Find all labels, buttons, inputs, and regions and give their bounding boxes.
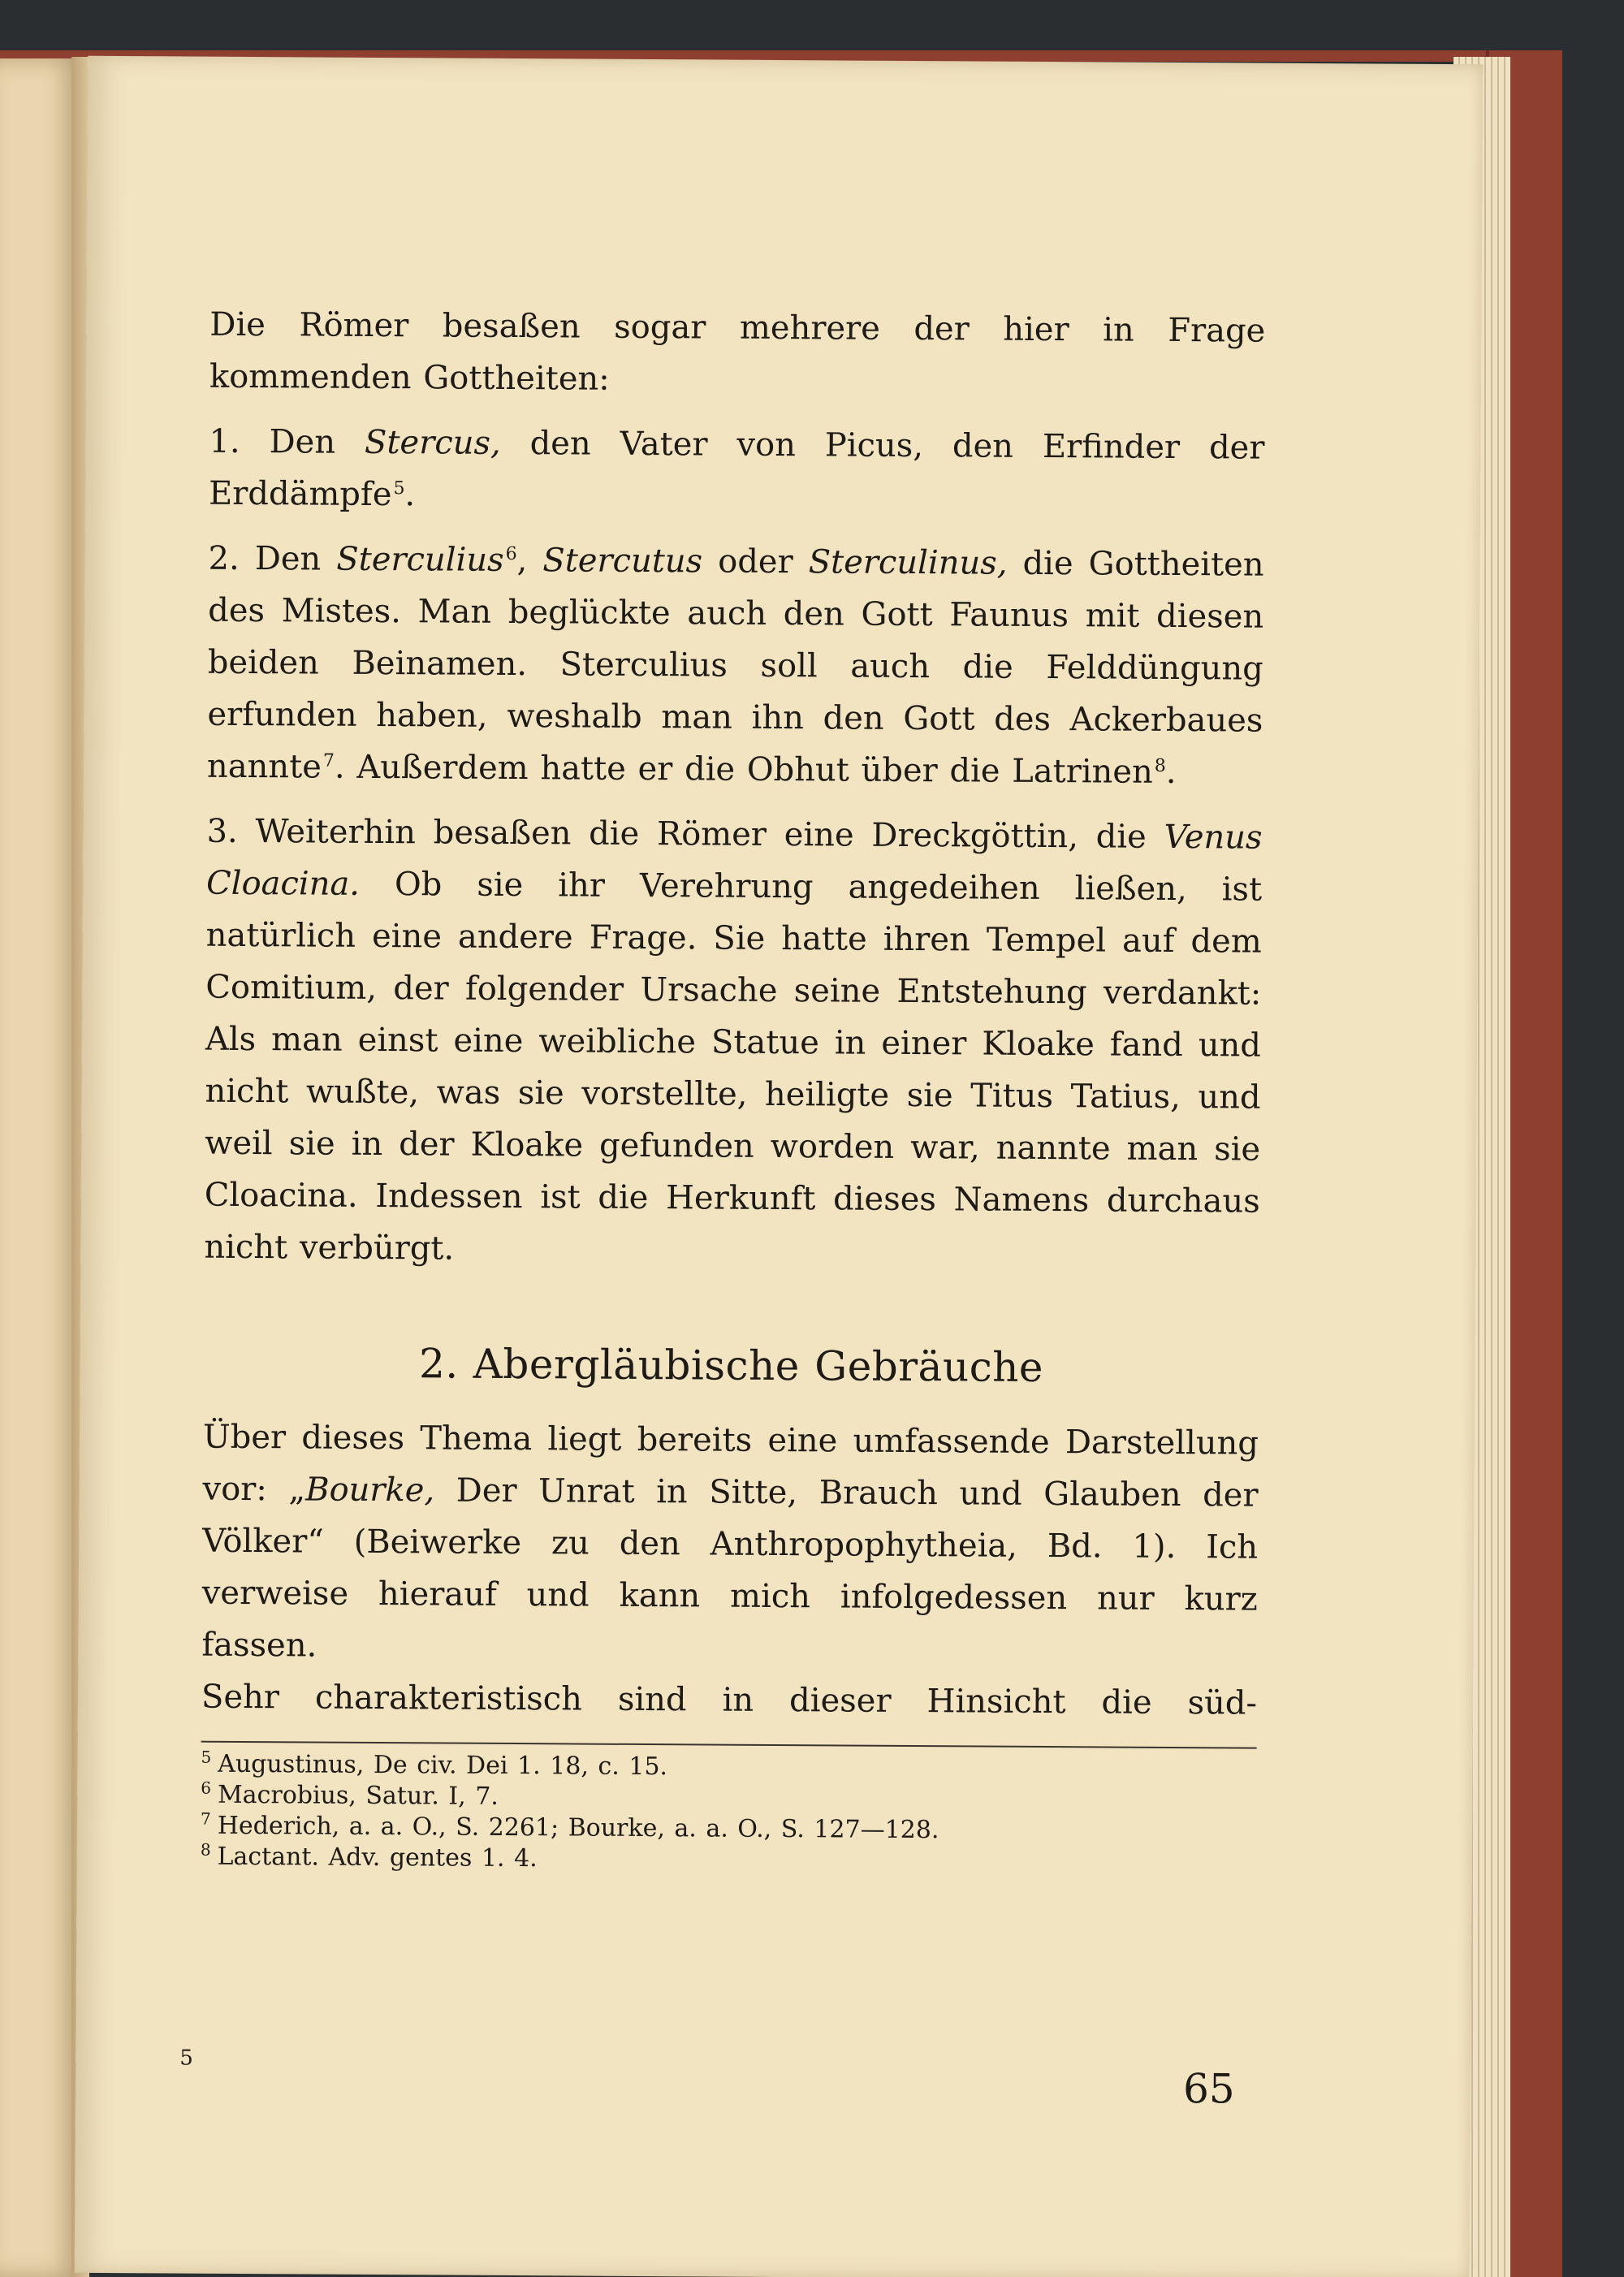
paragraph-item-1: [209, 416, 1265, 526]
item2-italic-3: Sterculinus,: [808, 543, 1008, 582]
footnote-8: [200, 1839, 1256, 1879]
footnote-text: Lactant. Adv. gentes 1. 4.: [217, 1842, 538, 1873]
footnote-ref-5: 5: [393, 477, 405, 499]
section-title: Abergläubische Gebräuche: [473, 1340, 1044, 1391]
item1-pre: 1. Den: [209, 422, 365, 461]
footnote-divider: [201, 1741, 1257, 1749]
item2-italic-1: Sterculius: [336, 540, 504, 579]
footnote-text: Augustinus, De civ. Dei 1. 18, c. 15.: [218, 1749, 668, 1782]
section-number: 2.: [418, 1340, 459, 1388]
paragraph-intro: [209, 299, 1266, 409]
item2-mid-2: oder: [702, 542, 809, 581]
item2-end: .: [1165, 753, 1177, 791]
footnote-number: 6: [201, 1778, 212, 1798]
paragraph-section-body: [201, 1411, 1259, 1678]
left-page-edge: [0, 58, 81, 2277]
footnote-number: 8: [200, 1839, 211, 1860]
footnote-ref-8: 8: [1154, 755, 1166, 776]
item2-italic-2: Stercutus: [542, 542, 703, 581]
intro-text: Die Römer besaßen sogar mehrere der hier in Frage kommenden Gottheiten:: [209, 305, 1266, 398]
signature-mark: 5: [179, 2046, 193, 2071]
item2-pre: 2. Den: [208, 539, 337, 578]
footnote-text: Hederich, a. a. O., S. 2261; Bourke, a. a. O., S. 127—128.: [217, 1811, 939, 1845]
footnote-number: 5: [201, 1747, 212, 1767]
section-body-pre: Über dieses Thema liegt bereits eine umfassende Darstellung vor: „: [202, 1418, 1259, 1509]
item2-mid-1: ,: [516, 542, 543, 580]
section-body-post: Der Unrat in Sitte, Brauch und Glauben der Völker“ (Beiwerke zu den Anthropophytheia, Bd. 1). Ich verweise hierauf und kann mich infolgedessen nur kurz fassen.: [201, 1471, 1259, 1665]
item3-pre: 3. Weiterhin besaßen die Römer eine Dreckgöttin, die: [206, 812, 1164, 856]
item2-text-1: die Gottheiten des Mistes. Man beglückte auch den Gott Faunus mit diesen beiden Beinamen. Sterculius soll auch die Felddüngung erfunden haben, weshalb man ihn den Gott des Ackerbaues nannte: [206, 544, 1264, 786]
item1-post: den Vater von Picus, den Erfinder der Erddämpfe: [208, 424, 1265, 514]
item3-post: Ob sie ihr Verehrung angedeihen ließen, ist natürlich eine andere Frage. Sie hatte ihren Tempel auf dem Comitium, der folgender Ursache seine Entstehung verdankt: Als man einst eine weibliche Statue in einer Kloake fand und nicht wußte, was sie vorstellte, heiligte sie Titus Tatius, und weil sie in der Kloake gefunden worden war, nannte man sie Cloacina. Indessen ist die Herkunft dieses Namens durchaus nicht verbürgt.: [204, 865, 1263, 1268]
footnote-number: 7: [201, 1808, 211, 1829]
item1-end: .: [404, 476, 416, 514]
footnote-text: Macrobius, Satur. I, 7.: [217, 1780, 499, 1811]
continuation-line: Sehr charakteristisch sind in dieser Hinsicht die süd-: [201, 1678, 1258, 1722]
footnote-ref-6: 6: [505, 543, 517, 564]
footnote-ref-7: 7: [322, 750, 335, 771]
book-page: [75, 56, 1484, 2277]
item1-italic: Stercus,: [364, 423, 501, 462]
section-heading: [203, 1337, 1259, 1395]
paragraph-item-2: [207, 533, 1264, 799]
item2-text-2: . Außerdem hatte er die Obhut über die Latrinen: [334, 748, 1153, 791]
item3-italic: Venus Cloacina.: [205, 818, 1263, 903]
footnotes: [201, 1749, 1257, 1879]
main-text: [201, 299, 1266, 1879]
paragraph-continuation: [201, 1671, 1257, 1730]
section-body-italic: Bourke,: [305, 1471, 435, 1510]
page-number: 65: [1182, 2065, 1235, 2113]
paragraph-item-3: [204, 806, 1262, 1280]
